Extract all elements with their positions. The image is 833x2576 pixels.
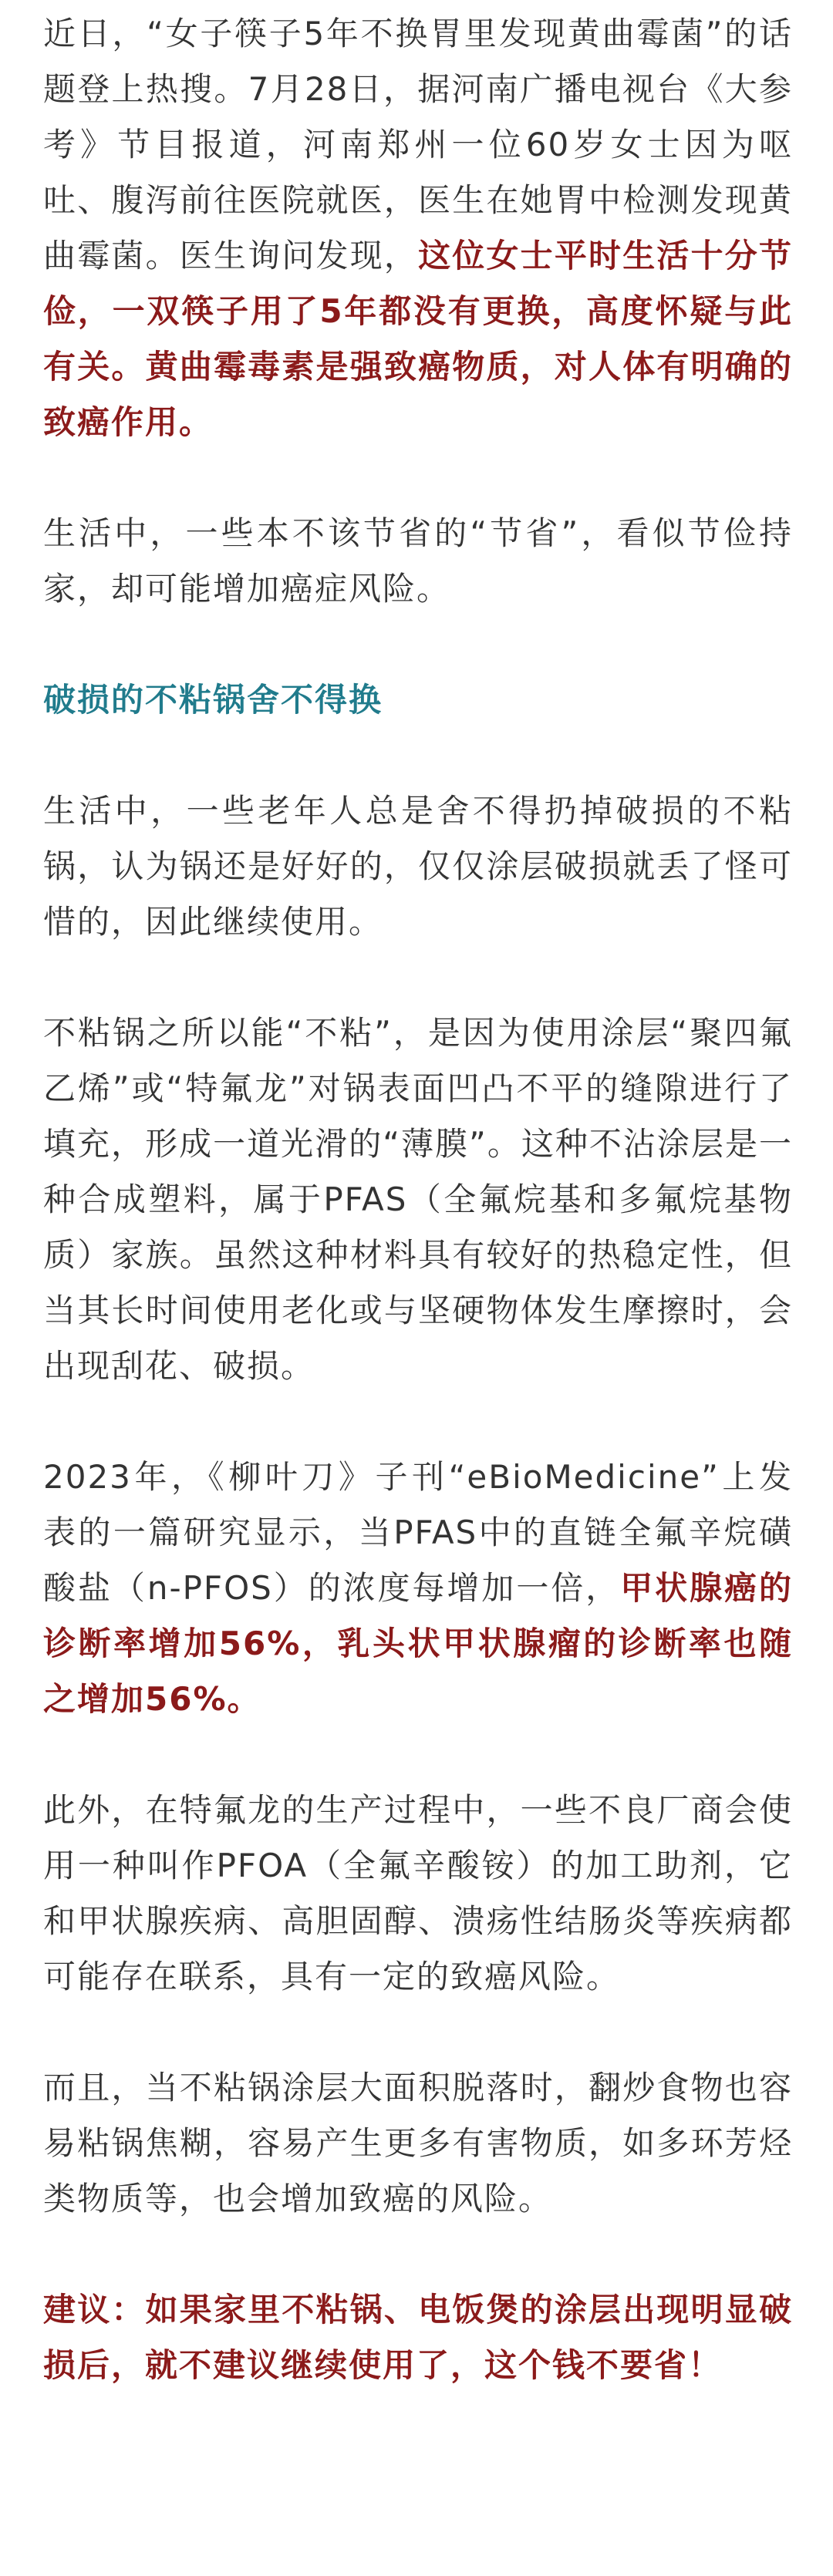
intro-text: 近日，“女子筷子5年不换胃里发现黄曲霉菌”的话题登上热搜。7月28日，据河南广播电视台《大参考》节目报道，河南郑州一位60岁女士因为呕吐、腹泻前往医院就医，医生在她胃中检测发现黄曲霉菌。医生询问发现， (43, 15, 793, 274)
paragraph-study (43, 1450, 793, 1727)
study-highlight: 甲状腺癌的诊断率增加56%，乳头状甲状腺瘤的诊断率也随之增加56%。 (43, 1569, 793, 1718)
intro-highlight: 这位女士平时生活十分节俭，一双筷子用了5年都没有更换，高度怀疑与此有关。黄曲霉毒素是强致癌物质，对人体有明确的致癌作用。 (43, 237, 793, 441)
section-heading: 破损的不粘锅舍不得换 (43, 681, 383, 719)
paragraph-saving-risk: 生活中，一些本不该节省的“节省”，看似节俭持家，却可能增加癌症风险。 (43, 514, 793, 608)
paragraph-pfoa: 此外，在特氟龙的生产过程中，一些不良厂商会使用一种叫作PFOA（全氟辛酸铵）的加工助剂，它和甲状腺疾病、高胆固醇、溃疡性结肠炎等疾病都可能存在联系，具有一定的致癌风险。 (43, 1791, 793, 1995)
study-text: 2023年，《柳叶刀》子刊“eBioMedicine”上发表的一篇研究显示，当PFAS中的直链全氟辛烷磺酸盐（n-PFOS）的浓度每增加一倍， (43, 1458, 793, 1607)
advice-paragraph: 建议：如果家里不粘锅、电饭煲的涂层出现明显破损后，就不建议继续使用了，这个钱不要省！ (43, 2291, 793, 2384)
paragraph-coating-peeling: 而且，当不粘锅涂层大面积脱落时，翻炒食物也容易粘锅焦糊，容易产生更多有害物质，如多环芳烃类物质等，也会增加致癌的风险。 (43, 2069, 793, 2217)
paragraph-news-intro (43, 6, 793, 450)
paragraph-coating-explanation: 不粘锅之所以能“不粘”，是因为使用涂层“聚四氟乙烯”或“特氟龙”对锅表面凹凸不平的缝隙进行了填充，形成一道光滑的“薄膜”。这种不沾涂层是一种合成塑料，属于PFAS（全氟烷基和多氟烷基物质）家族。虽然这种材料具有较好的热稳定性，但当其长时间使用老化或与坚硬物体发生摩擦时，会出现刮花、破损。 (43, 1014, 793, 1385)
paragraph-elderly-habit: 生活中，一些老年人总是舍不得扔掉破损的不粘锅，认为锅还是好好的，仅仅涂层破损就丢了怪可惜的，因此继续使用。 (43, 792, 793, 941)
